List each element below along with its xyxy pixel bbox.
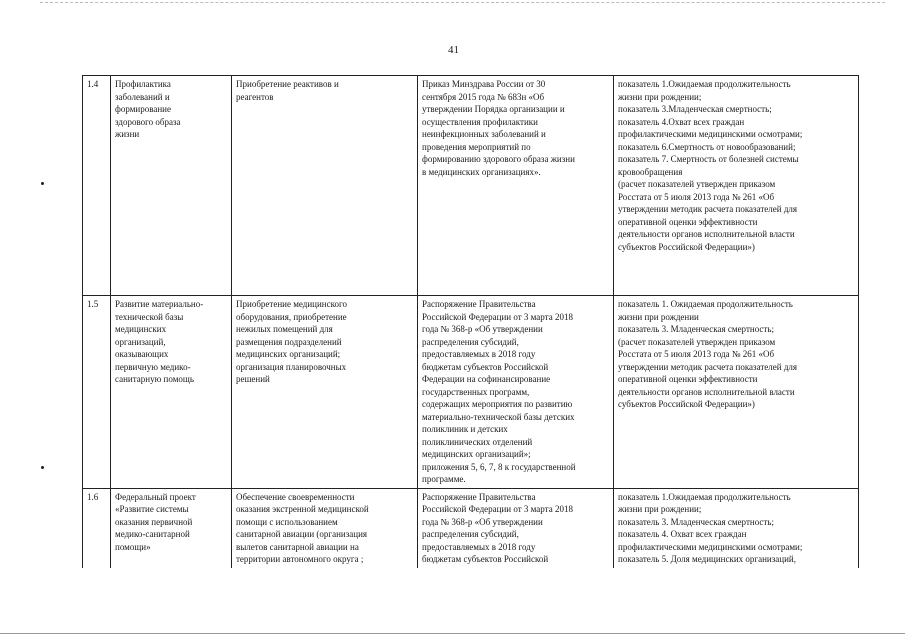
page-number: 41 [448, 44, 459, 56]
page-bottom-edge [0, 633, 905, 634]
activity-name: Развитие материально- технической базы медицинских организаций, оказывающих первичную медико- санитарную помощь [111, 296, 232, 489]
scan-dot [41, 466, 44, 469]
regulatory-document: Распоряжение Правительства Российской Федерации от 3 марта 2018 года № 368-р «Об утверждении распределения субсидий, предоставляемых в 2018 году бюджетам субъектов Российской Федерации на софинансирование государственных программ, содержащих мероприятия по развитию материально-технической базы детских поликлиник и детских поликлинических отделений медицинских организаций»; приложения 5, 6, 7, 8 к государственной программе. [418, 296, 614, 489]
row-number: 1.6 [83, 488, 111, 568]
regulatory-document: Приказ Минздрава России от 30 сентября 2015 года № 683н «Об утверждении Порядка организации и осуществления профилактики неинфекционных заболеваний и проведения мероприятий по формированию здорового образа жизни в медицинских организациях». [418, 76, 614, 296]
page-top-edge [40, 2, 885, 3]
regulatory-document: Распоряжение Правительства Российской Федерации от 3 марта 2018 года № 368-р «Об утверждении распределения субсидий, предоставляемых в 2018 году бюджетам субъектов Российской [418, 488, 614, 568]
table-row [83, 296, 859, 489]
activity-name: Профилактика заболеваний и формирование здорового образа жизни [111, 76, 232, 296]
target-indicators: показатель 1.Ожидаемая продолжительность жизни при рождении; показатель 3. Младенческая смертность; показатель 4. Охват всех граждан профилактическими медицинскими осмотрами; показатель 5. Доля медицинских организаций, [614, 488, 859, 568]
measures-table [82, 75, 859, 568]
activity-measure: Приобретение реактивов и реагентов [232, 76, 418, 296]
scan-dot [41, 182, 44, 185]
activity-measure: Приобретение медицинского оборудования, приобретение нежилых помещений для размещения подразделений медицинских организаций; организация планировочных решений [232, 296, 418, 489]
activity-measure: Обеспечение своевременности оказания экстренной медицинской помощи с использованием санитарной авиации (организация вылетов санитарной авиации на территории автономного округа ; [232, 488, 418, 568]
table-row [83, 76, 859, 296]
target-indicators: показатель 1.Ожидаемая продолжительность жизни при рождении; показатель 3.Младенческая смертность; показатель 4.Охват всех граждан профилактическими медицинскими осмотрами; показатель 6.Смертность от новообразований; показатель 7. Смертность от болезней системы кровообращения (расчет показателей утвержден приказом Росстата от 5 июля 2013 года № 261 «Об утверждении методик расчета показателей для оперативной оценки эффективности деятельности органов исполнительной власти субъектов Российской Федерации») [614, 76, 859, 296]
row-number: 1.5 [83, 296, 111, 489]
target-indicators: показатель 1. Ожидаемая продолжительность жизни при рождении показатель 3. Младенческая смертность; (расчет показателей утвержден приказом Росстата от 5 июля 2013 года № 261 «Об утверждении методик расчета показателей для оперативной оценки эффективности деятельности органов исполнительной власти субъектов Российской Федерации») [614, 296, 859, 489]
row-number: 1.4 [83, 76, 111, 296]
table-row [83, 488, 859, 568]
activity-name: Федеральный проект «Развитие системы оказания первичной медико-санитарной помощи» [111, 488, 232, 568]
